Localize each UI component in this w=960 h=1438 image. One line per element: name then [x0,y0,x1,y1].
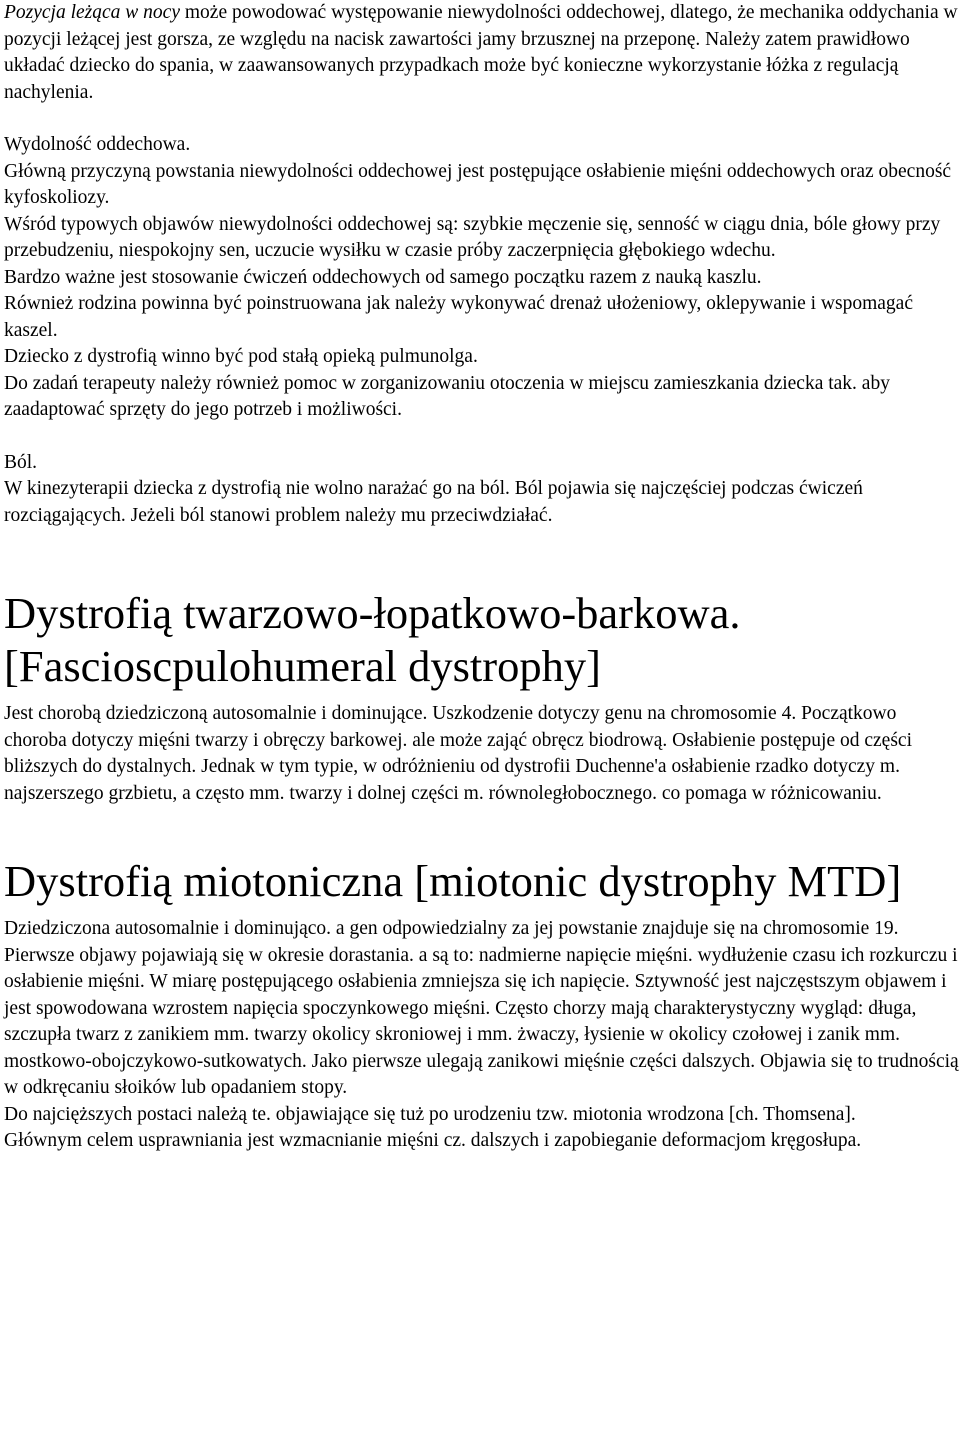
respiratory-paragraph-3: Bardzo ważne jest stosowanie ćwiczeń oddechowych od samego początku razem z nauką kaszlu. [4,266,762,288]
intro-italic-lead: Pozycja leżąca w nocy [4,2,180,23]
pain-paragraph-1: W kinezyterapii dziecka z dystrofią nie wolno narażać go na ból. Ból pojawia się najczęściej podczas ćwiczeń rozciągających. Jeżeli ból stanowi problem należy mu przeciwdziałać. [4,478,863,526]
mtd-paragraph-3: Do najcięższych postaci należą te. objawiające się tuż po urodzeniu tzw. miotonia wrodzona [ch. Thomsena]. [4,1103,856,1125]
mtd-paragraph-4: Głównym celem usprawniania jest wzmacnianie mięśni cz. dalszych i zapobieganie deformacjom kręgosłupa. [4,1130,862,1151]
respiratory-heading: Wydolność oddechowa. [4,134,191,155]
fshd-title: Dystrofią twarzowo-łopatkowo-barkowa. [Fascioscpulohumeral dystrophy] [4,588,741,691]
mtd-paragraph-1: Dziedziczona autosomalnie i dominująco. a gen odpowiedzialny za jej powstanie znajduje się na chromosomie 19. [4,918,899,939]
respiratory-paragraph-1: Główną przyczyną powstania niewydolności oddechowej jest postępujące osłabienie mięśni oddechowych oraz obecność kyfoskoliozy. [4,160,952,208]
respiratory-paragraph-6: Do zadań terapeuty należy również pomoc w zorganizowaniu otoczenia w miejscu zamieszkania dziecka tak. aby zaadaptować sprzęty do jego potrzeb i możliwości. [4,372,890,420]
respiratory-paragraph-5: Dziecko z dystrofią winno być pod stałą opieką pulmunolga. [4,346,478,367]
pain-heading: Ból. [4,451,38,473]
mtd-paragraph-2: Pierwsze objawy pojawiają się w okresie dorastania. a są to: nadmierne napięcie mięśni. wydłużenie czasu ich rozkurczu i osłabienie mięśni. W miarę postępującego osłabienia zmniejsza się ich napięcie. Sztywność jest najczęstszym objawem i jest spowodowana wzrostem napięcia spoczynkowego mięśni. Często chorzy mają charakterystyczny wygląd: długa, szczupła twarz z zanikiem mm. twarzy okolicy skroniowej i mm. żwaczy, łysienie w okolicy czołowej i zanik mm. mostkowo-obojczykowo-sutkowatych. Jako pierwsze ulegają zanikowi mięśnie części dalszych. Objawia się to trudnością w odkręcaniu słoików lub opadaniem stopy. [4,944,959,1098]
intro-paragraph [4,0,960,106]
intro-text: może powodować występowanie niewydolności oddechowej, dlatego, że mechanika oddychania w pozycji leżącej jest gorsza, ze względu na nacisk zawartości jamy brzusznej na przeponę. Należy zatem prawidłowo układać dziecko do spania, w zaawansowanych przypadkach może być konieczne wykorzystanie łóżka z regulacją nachylenia. [4,2,958,103]
respiratory-paragraph-4: Również rodzina powinna być poinstruowana jak należy wykonywać drenaż ułożeniowy, oklepywanie i wspomagać kaszel. [4,293,913,341]
fshd-paragraph-1: Jest chorobą dziedziczoną autosomalnie i dominujące. Uszkodzenie dotyczy genu na chromosomie 4. Początkowo choroba dotyczy mięśni twarzy i obręczy barkowej. ale może zająć obręcz biodrową. Osłabienie postępuje od części bliższych do dystalnych. Jednak w tym typie, w odróżnieniu od dystrofii Duchenne'a osłabienie rzadko dotyczy m. najszerszego grzbietu, a często mm. twarzy i dolnej części m. równoległobocznego. co pomaga w różnicowaniu. [4,703,912,804]
mtd-title: Dystrofią miotoniczna [miotonic dystrophy MTD] [4,856,902,906]
respiratory-paragraph-2: Wśród typowych objawów niewydolności oddechowej są: szybkie męczenie się, senność w ciągu dnia, bóle głowy przy przebudzeniu, niespokojny sen, uczucie wysiłku w czasie próby zaczerpnięcia głębokiego wdechu. [4,213,941,261]
